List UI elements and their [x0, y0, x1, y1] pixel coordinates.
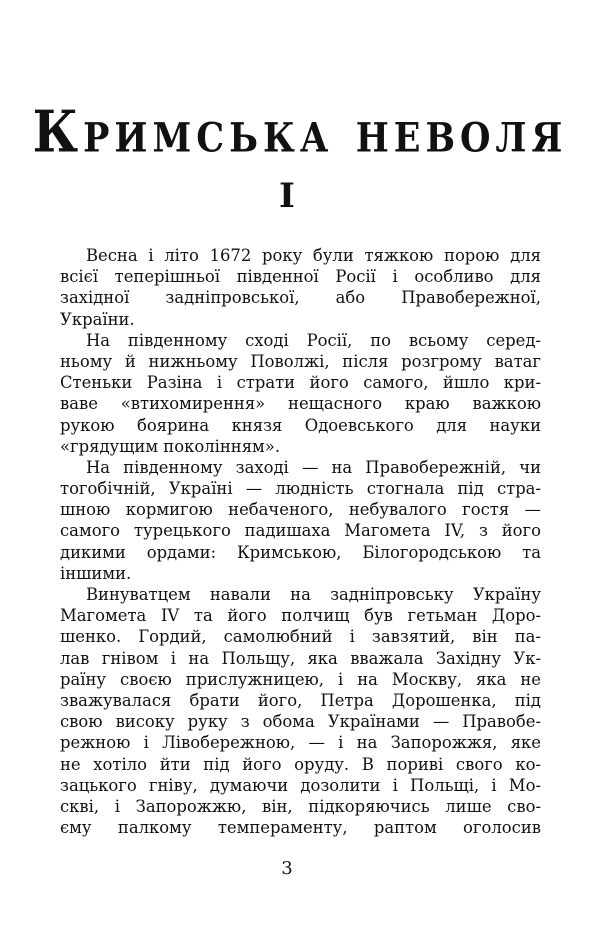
- text-line: всієї теперішньої південної Росії і особливо для: [60, 267, 541, 287]
- text-line: єму палкому темпераменту, раптом оголосив: [60, 818, 541, 838]
- text-line: Стеньки Разіна і страти його самого, йшло кри-: [60, 373, 541, 393]
- chapter-number: I: [279, 176, 295, 216]
- body-text: [60, 245, 541, 838]
- text-line: іншими.: [60, 563, 132, 583]
- text-line: ньому й нижньому Поволжі, після розгрому ватаг: [60, 351, 541, 371]
- text-line: рукою боярина князя Одоевського для науки: [60, 415, 541, 435]
- text-line: Винуватцем навали на задніпровську Україну: [86, 585, 541, 604]
- text-line: Весна і літо 1672 року були тяжкою порою для: [86, 246, 541, 265]
- text-line: дикими ордами: Кримською, Білогородською та: [60, 542, 541, 562]
- text-line: На південному заході — на Правобережній, чи: [86, 457, 541, 477]
- text-line: України.: [60, 309, 135, 329]
- page-title: Кримська неволя: [32, 97, 568, 165]
- text-line: не хотіло йти під його оруду. В пориві свого ко-: [60, 754, 541, 774]
- text-line: західної задніпровської, або Правобережної,: [60, 288, 541, 308]
- text-line: зважувалася брати його, Петра Дорошенка, під: [60, 690, 541, 710]
- text-line: режною і Лівобережною, — і на Запорожжя, яке: [60, 733, 541, 753]
- text-line: тогобічній, Україні — людність стогнала під стра-: [60, 479, 541, 499]
- text-line: шною кормигою небаченого, небувалого гостя —: [60, 500, 541, 520]
- text-line: свою високу руку з обома Українами — Правобе-: [60, 712, 541, 732]
- text-line: раїну своєю прислужницею, і на Москву, яка не: [60, 669, 541, 689]
- text-line: Магомета IV та його полчищ був гетьман Доро-: [60, 606, 541, 626]
- text-line: лав гнівом і на Польщу, яка вважала Західну Ук-: [60, 648, 541, 668]
- text-line: шенко. Гордий, самолюбний і завзятий, він па-: [60, 627, 541, 647]
- page-number: 3: [281, 858, 293, 879]
- text-line: самого турецького падишаха Магомета IV, з його: [60, 521, 541, 541]
- text-line: «грядущим поколінням».: [60, 436, 281, 456]
- text-line: ваве «втихомирення» нещасного краю важкою: [60, 394, 541, 414]
- text-line: скві, і Запорожжю, він, підкоряючись лише сво-: [60, 796, 541, 816]
- text-line: На південному сході Росії, по всьому серед-: [86, 330, 541, 350]
- text-line: зацького гніву, думаючи дозолити і Польщі, і Мо-: [60, 775, 541, 795]
